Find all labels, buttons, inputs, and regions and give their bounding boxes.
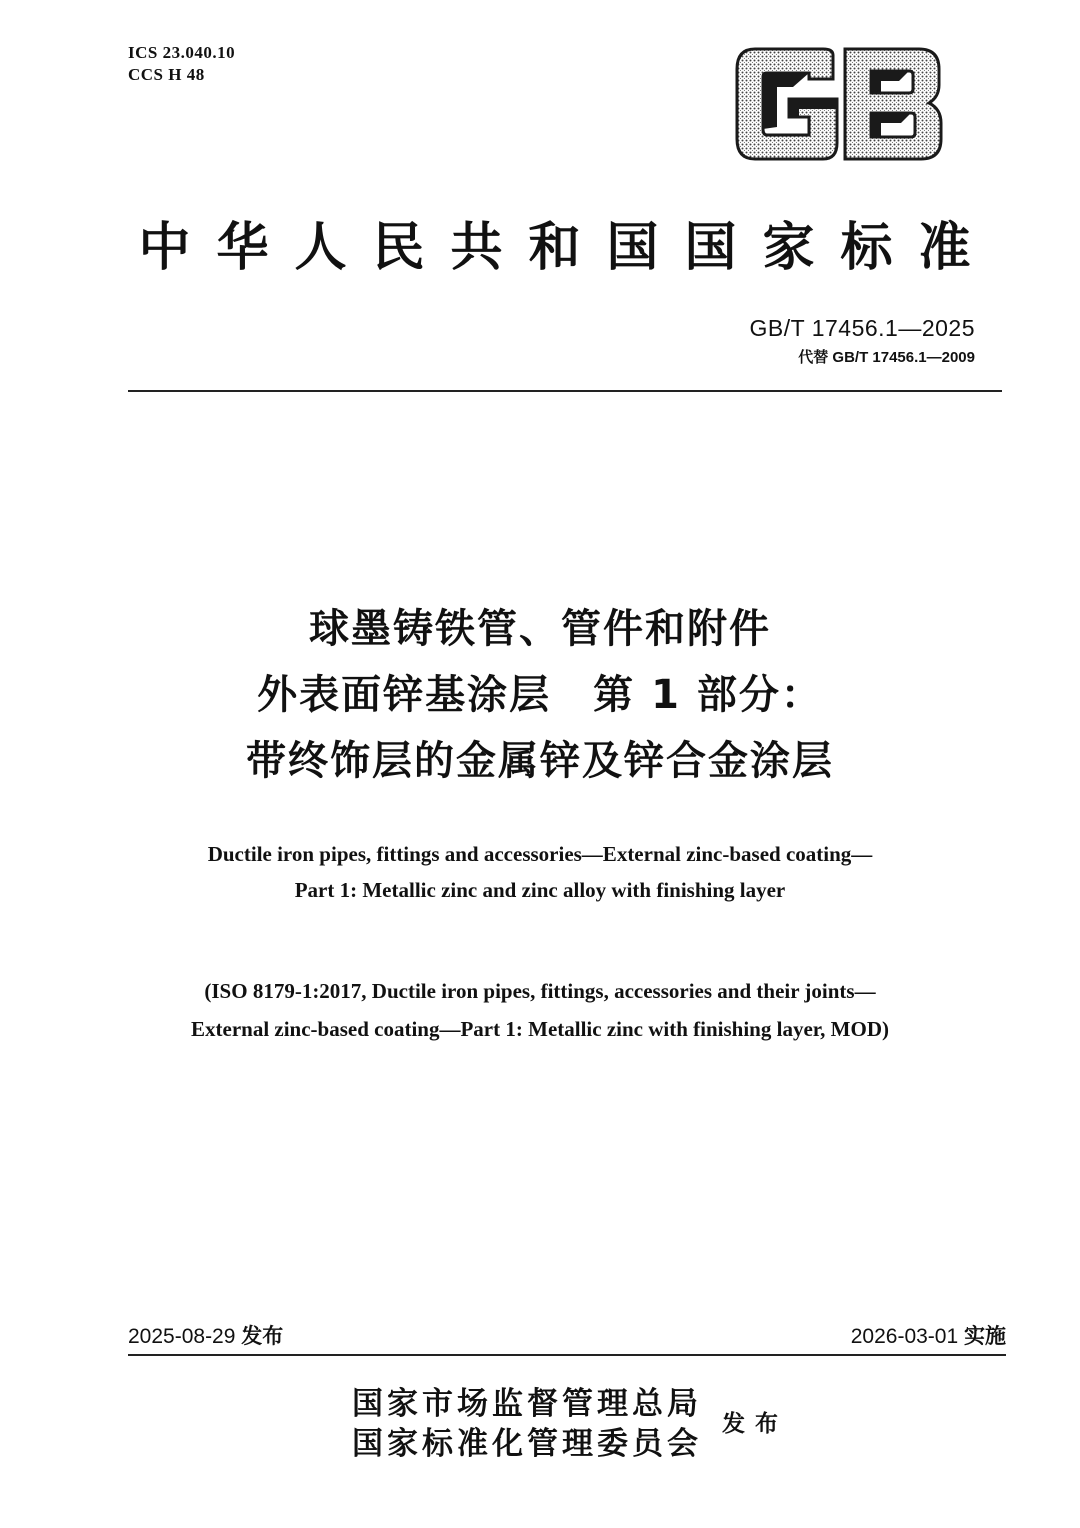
- header-divider: [128, 390, 1002, 392]
- effective-date: 2026-03-01: [850, 1325, 959, 1348]
- title-english-line-2: Part 1: Metallic zinc and zinc alloy with finishing layer: [294, 878, 786, 902]
- title-chinese-line-1: 球墨铸铁管、管件和附件: [309, 606, 771, 652]
- title-chinese-line-2: 外表面锌基涂层 第 1 部分：: [257, 672, 823, 718]
- gb-logo-icon: [733, 47, 945, 162]
- effective-date-block: [851, 1320, 1006, 1350]
- iso-reference-line-2: External zinc-based coating—Part 1: Metallic zinc with finishing layer, MOD): [191, 1017, 889, 1041]
- standard-number: GB/T 17456.1—2025: [749, 315, 975, 341]
- classification-codes: [128, 42, 235, 86]
- national-standard-banner: 中华人民共和国国家标准: [138, 217, 997, 278]
- title-english: [0, 836, 1080, 908]
- iso-reference-line-1: (ISO 8179-1:2017, Ductile iron pipes, fittings, accessories and their joints—: [204, 979, 876, 1003]
- issuer-samr: 国家市场监督管理总局: [352, 1386, 702, 1422]
- replaces-standard: 代替 GB/T 17456.1—2009: [798, 349, 975, 366]
- effective-label: 实施: [964, 1325, 1006, 1348]
- title-chinese: [0, 596, 1080, 794]
- issue-date: 2025-08-29: [128, 1325, 236, 1348]
- standard-number-block: [750, 312, 975, 372]
- ccs-code: CCS H 48: [128, 65, 205, 84]
- iso-reference: [0, 972, 1080, 1048]
- issue-date-block: [128, 1320, 283, 1350]
- ics-code: ICS 23.040.10: [128, 43, 236, 62]
- title-english-line-1: Ductile iron pipes, fittings and accessories—External zinc-based coating—: [207, 842, 873, 866]
- issuer-sac: 国家标准化管理委员会: [352, 1426, 702, 1462]
- issue-label: 发布: [241, 1325, 284, 1348]
- footer-divider: [128, 1354, 1006, 1356]
- publish-label: 发布: [722, 1410, 788, 1437]
- issuing-authorities: [352, 1384, 702, 1464]
- title-chinese-line-3: 带终饰层的金属锌及锌合金涂层: [246, 738, 834, 784]
